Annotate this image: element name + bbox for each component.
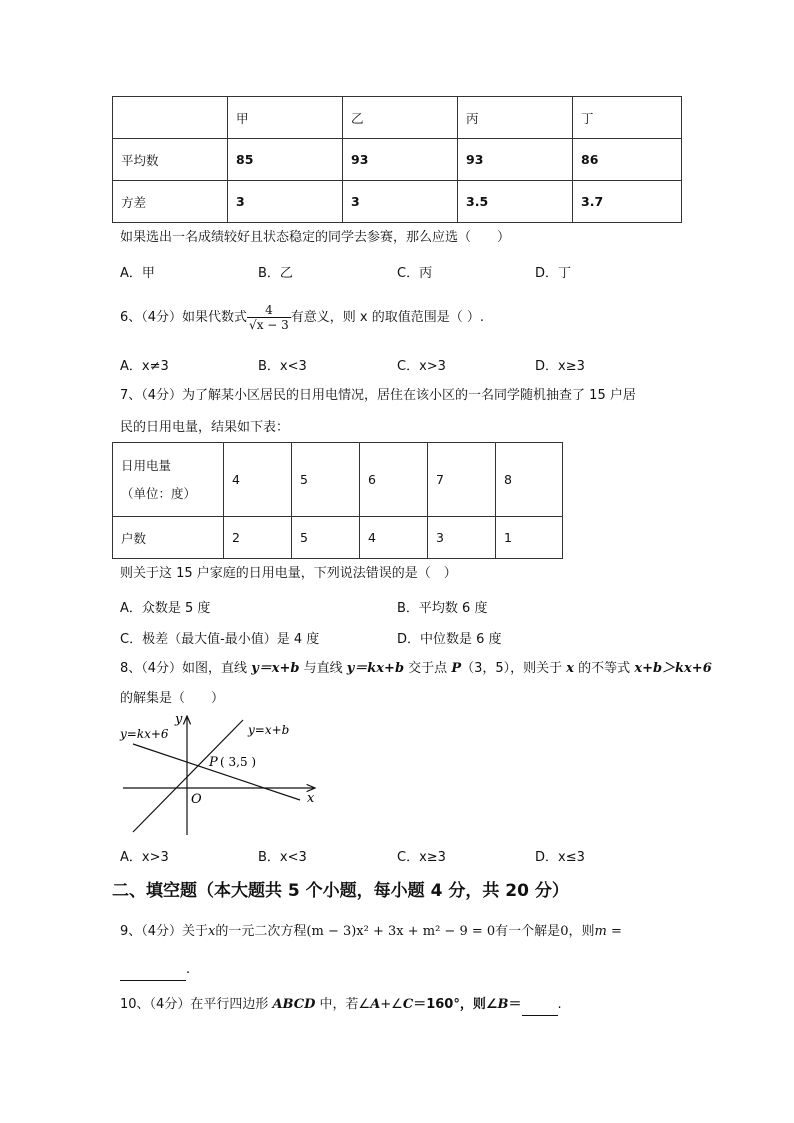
table-cell: 3 bbox=[428, 517, 496, 559]
line2-label: y=kx+6 bbox=[120, 727, 169, 741]
q5-option-a: A．甲 bbox=[120, 266, 155, 281]
q7-stem2: 则关于这 15 户家庭的日用电量，下列说法错误的是（ ） bbox=[120, 566, 457, 581]
q10-stem bbox=[120, 995, 562, 1016]
q6-prefix: 6、（4分）如果代数式 bbox=[120, 310, 248, 325]
table-cell: 5 bbox=[292, 517, 360, 559]
table-cell: 93 bbox=[458, 139, 573, 181]
q7-option-a: A．众数是 5 度 bbox=[120, 601, 211, 616]
table-cell: 8 bbox=[496, 443, 563, 517]
q8-graph bbox=[115, 710, 335, 840]
table-cell: 6 bbox=[360, 443, 428, 517]
q5-option-d: D．丁 bbox=[535, 266, 572, 281]
q8-text: 的不等式 bbox=[574, 661, 635, 676]
q8-option-b: B．x<3 bbox=[258, 850, 307, 865]
q8-expr: y＝x+b bbox=[251, 661, 300, 676]
table-cell: 5 bbox=[292, 443, 360, 517]
q10-text: ＝160°，则∠ bbox=[413, 997, 498, 1012]
q8-expr: x+b＞kx+6 bbox=[634, 661, 712, 676]
table-header-cell bbox=[113, 97, 228, 139]
answer-blank[interactable] bbox=[522, 995, 558, 1016]
q9-var: m = bbox=[594, 924, 622, 939]
q5-stem: 如果选出一名成绩较好且状态稳定的同学去参赛，那么应选（ ） bbox=[120, 230, 511, 245]
q8-expr: y＝kx+b bbox=[346, 661, 405, 676]
q8-text: （3，5），则关于 bbox=[461, 661, 567, 676]
table-row bbox=[113, 181, 682, 223]
q8-option-a: A．x>3 bbox=[120, 850, 169, 865]
q7-line1: 7、（4分）为了解某小区居民的日用电情况，居住在该小区的一名同学随机抽查了 15 户居 bbox=[120, 388, 636, 403]
table-header-line2: （单位：度） bbox=[121, 485, 197, 501]
y-axis-label: y bbox=[175, 712, 183, 727]
q8-line1 bbox=[120, 659, 712, 679]
q8-text: 与直线 bbox=[299, 661, 347, 676]
electricity-table bbox=[112, 442, 563, 559]
q8-text: 8、（4分）如图，直线 bbox=[120, 661, 252, 676]
q6-suffix: 有意义，则 x 的取值范围是（ ）. bbox=[290, 310, 485, 325]
origin-label: O bbox=[191, 792, 202, 807]
q9-period: . bbox=[186, 962, 191, 977]
q8-line2: 的解集是（ ） bbox=[120, 691, 225, 706]
table-cell: 85 bbox=[228, 139, 343, 181]
q10-text: +∠ bbox=[380, 997, 403, 1012]
x-axis-label: x bbox=[307, 791, 315, 806]
q9-text: 9、（4分）关于 bbox=[120, 924, 209, 939]
q9-text: 的一元二次方程 bbox=[215, 924, 307, 939]
table-row bbox=[113, 443, 563, 517]
q9-stem bbox=[120, 922, 622, 942]
table-header-cell: 甲 bbox=[228, 97, 343, 139]
q7-option-b: B．平均数 6 度 bbox=[397, 601, 488, 616]
q6-option-d: D．x≥3 bbox=[535, 359, 585, 374]
q10-period: . bbox=[557, 997, 562, 1012]
score-table bbox=[112, 96, 682, 223]
q10-text: 10、（4分）在平行四边形 bbox=[120, 997, 273, 1012]
q5-option-b: B．乙 bbox=[258, 266, 293, 281]
q9-value: 0 bbox=[560, 924, 569, 939]
table-cell: 3 bbox=[228, 181, 343, 223]
table-cell: 1 bbox=[496, 517, 563, 559]
q10-var: B bbox=[497, 997, 509, 1012]
q6-frac-den: √x − 3 bbox=[249, 317, 289, 332]
table-cell: 3.7 bbox=[573, 181, 682, 223]
q6-option-c: C．x>3 bbox=[397, 359, 446, 374]
q8-text: 交于点 bbox=[404, 661, 452, 676]
q6-option-b: B．x<3 bbox=[258, 359, 307, 374]
q5-option-c: C．丙 bbox=[397, 266, 433, 281]
q10-var: ABCD bbox=[272, 997, 316, 1012]
q6-stem bbox=[120, 298, 484, 338]
table-header-cell: 丁 bbox=[573, 97, 682, 139]
table-cell: 4 bbox=[224, 443, 292, 517]
table-cell: 4 bbox=[360, 517, 428, 559]
q9-var: x bbox=[208, 924, 216, 939]
table-header-cell: 丙 bbox=[458, 97, 573, 139]
q10-var: A bbox=[370, 997, 381, 1012]
table-cell: 2 bbox=[224, 517, 292, 559]
table-row bbox=[113, 139, 682, 181]
point-p-label: P bbox=[209, 755, 218, 770]
q8-option-c: C．x≥3 bbox=[397, 850, 446, 865]
table-cell: 3.5 bbox=[458, 181, 573, 223]
q8-expr: P bbox=[451, 661, 462, 676]
table-cell: 平均数 bbox=[113, 139, 228, 181]
q7-line2: 民的日用电量，结果如下表： bbox=[120, 420, 290, 435]
table-header-line1: 日用电量 bbox=[121, 457, 172, 473]
line1-label: y=x+b bbox=[248, 723, 290, 737]
section-title: 二、填空题（本大题共 5 个小题，每小题 4 分，共 20 分） bbox=[112, 881, 569, 901]
q7-option-c: C．极差（最大值-最小值）是 4 度 bbox=[120, 632, 320, 647]
table-cell: 93 bbox=[343, 139, 458, 181]
q9-text: ，则 bbox=[568, 924, 595, 939]
q10-var: C bbox=[402, 997, 414, 1012]
table-header-cell: 乙 bbox=[343, 97, 458, 139]
q9-equation: (m − 3)x² + 3x + m² − 9 = 0 bbox=[306, 924, 496, 939]
point-p-coord: ( 3,5 ) bbox=[220, 755, 257, 769]
q10-text: ＝ bbox=[508, 997, 522, 1012]
table-header-cell bbox=[113, 443, 224, 517]
table-cell: 3 bbox=[343, 181, 458, 223]
table-cell: 7 bbox=[428, 443, 496, 517]
q7-option-d: D．中位数是 6 度 bbox=[397, 632, 502, 647]
line-y-kx-plus-6 bbox=[133, 744, 300, 800]
q8-expr: x bbox=[566, 661, 575, 676]
answer-blank[interactable] bbox=[120, 960, 186, 981]
table-cell: 方差 bbox=[113, 181, 228, 223]
table-cell: 户数 bbox=[113, 517, 224, 559]
table-cell: 86 bbox=[573, 139, 682, 181]
q10-text: 中，若∠ bbox=[315, 997, 371, 1012]
q6-option-a: A．x≠3 bbox=[120, 359, 169, 374]
q6-frac-num: 4 bbox=[265, 302, 273, 317]
q6-fraction bbox=[247, 303, 291, 333]
table-row bbox=[113, 517, 563, 559]
q9-text: 有一个解是 bbox=[495, 924, 561, 939]
q9-answer-line bbox=[120, 960, 190, 981]
q8-option-d: D．x≤3 bbox=[535, 850, 585, 865]
